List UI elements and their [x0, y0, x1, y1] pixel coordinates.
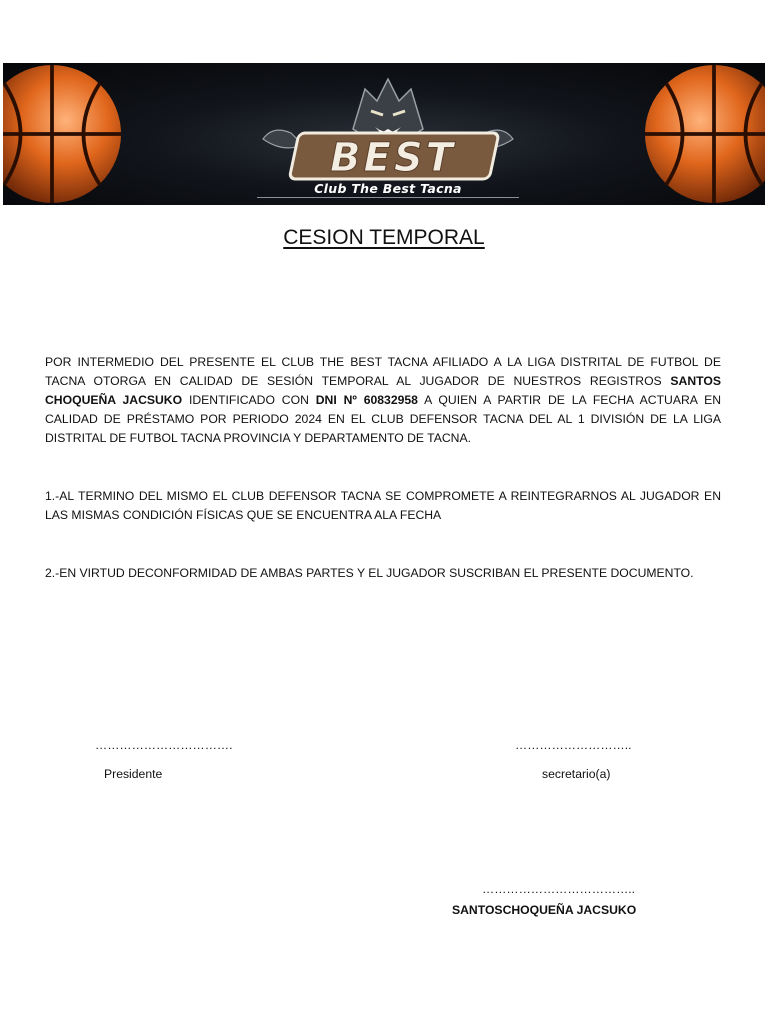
- basketball-right-icon: [639, 63, 765, 205]
- clause-2: 2.-EN VIRTUD DECONFORMIDAD DE AMBAS PARTES Y EL JUGADOR SUSCRIBAN EL PRESENTE DOCUMENTO.: [45, 566, 694, 580]
- intro-text-c: A QUIEN A PARTIR DE LA FECHA ACTUARA EN CALIDAD DE PRÉSTAMO POR PERIODO 2024 EN EL CLUB DEFENSOR TACNA DEL AL 1 DIVISIÓN DE LA LIGA DISTRITAL DE FUTBOL TACNA PROVINCIA Y DEPARTAMENTO DE TACNA.: [45, 393, 721, 445]
- logo-divider: [257, 197, 519, 198]
- player-name: SANTOS CHOQUEÑA JACSUKO: [45, 374, 721, 407]
- president-label: Presidente: [104, 767, 163, 781]
- logo-caption: Club The Best Tacna: [314, 181, 462, 196]
- dni-number: DNI Nº 60832958: [315, 393, 418, 407]
- intro-text-a: POR INTERMEDIO DEL PRESENTE EL CLUB THE BEST TACNA AFILIADO A LA LIGA DISTRITAL DE FUTBOL DE TACNA OTORGA EN CALIDAD DE SESIÓN TEMPORAL AL JUGADOR DE NUESTROS REGISTROS: [45, 355, 721, 388]
- player-signature-label: SANTOSCHOQUEÑA JACSUKO: [452, 903, 637, 917]
- player-signature-line: ………………………………..: [482, 882, 636, 896]
- secretary-label: secretario(a): [542, 767, 611, 781]
- president-signature-line: …………………………….: [95, 738, 233, 752]
- clause-1: 1.-AL TERMINO DEL MISMO EL CLUB DEFENSOR TACNA SE COMPROMETE A REINTEGRARNOS AL JUGADOR EN LAS MISMAS CONDICIÓN FÍSICAS QUE SE ENCUENTRA ALA FECHA: [45, 489, 721, 522]
- intro-text-b: IDENTIFICADO CON: [182, 393, 316, 407]
- document-title: CESION TEMPORAL: [283, 226, 485, 249]
- secretary-signature-line: ………………………..: [515, 738, 632, 752]
- header-banner: [3, 63, 765, 205]
- intro-paragraph: [45, 353, 721, 448]
- logo-best-text: BEST: [330, 135, 456, 181]
- basketball-left-icon: [3, 63, 127, 205]
